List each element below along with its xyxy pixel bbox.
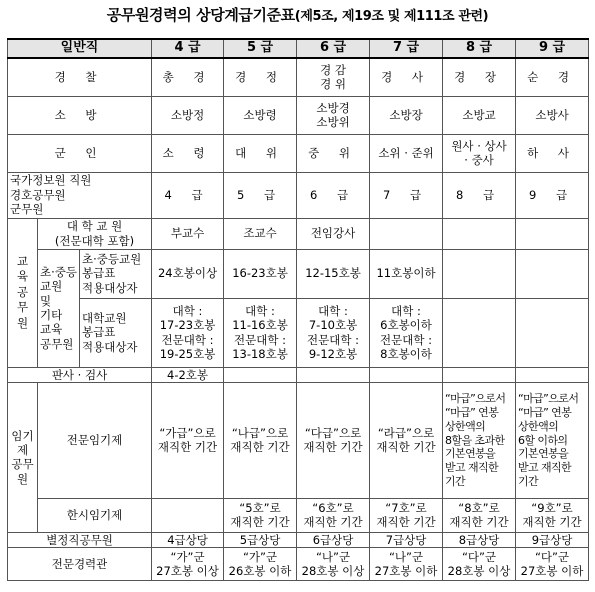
header-category: 일반직 bbox=[8, 39, 152, 58]
row-univ-teacher bbox=[8, 298, 589, 367]
cell: “라급”으로 재직한 기간 bbox=[370, 382, 443, 498]
cell: 대학 : 17-23호봉 전문대학 : 19-25호봉 bbox=[152, 298, 224, 367]
cell: 소위 · 준위 bbox=[370, 134, 443, 172]
cell bbox=[370, 218, 443, 249]
cell: “마급”으로서 “마급” 연봉 상한액의 6할 이하의 기본연봉을 받고 재직한 기간 bbox=[516, 382, 589, 498]
cell: “가”군 26호봉 이하 bbox=[224, 548, 297, 581]
cell: 대 위 bbox=[224, 134, 297, 172]
cell: “나급”으로 재직한 기간 bbox=[224, 382, 297, 498]
cell: 순 경 bbox=[516, 58, 589, 96]
row-label: 대 학 교 원 (전문대학 포함) bbox=[38, 218, 152, 249]
cell: “9호”로 재직한 기간 bbox=[516, 498, 589, 532]
group-label-school: 초·중등 교원 및 기타 교육 공무원 bbox=[38, 249, 80, 367]
cell bbox=[516, 298, 589, 367]
row-label: 초·중등교원 봉급표 적용대상자 bbox=[80, 249, 152, 298]
cell: 하 사 bbox=[516, 134, 589, 172]
cell: “5호”로 재직한 기간 bbox=[224, 498, 297, 532]
cell bbox=[224, 367, 297, 382]
cell: 9 급 bbox=[516, 172, 589, 218]
cell: 부교수 bbox=[152, 218, 224, 249]
cell: 8급상당 bbox=[443, 532, 516, 547]
row-fire bbox=[8, 96, 589, 134]
cell: “나”군 27호봉 이하 bbox=[370, 548, 443, 581]
cell: 7 급 bbox=[370, 172, 443, 218]
row-career bbox=[8, 548, 589, 581]
cell: 4 급 bbox=[152, 172, 224, 218]
cell: 소방장 bbox=[370, 96, 443, 134]
cell bbox=[152, 498, 224, 532]
cell: 대학 : 6호봉이하 전문대학 : 8호봉이하 bbox=[370, 298, 443, 367]
header-grade: 7 급 bbox=[370, 39, 443, 58]
cell: 소방정 bbox=[152, 96, 224, 134]
cell: 원사 · 상사 · 중사 bbox=[443, 134, 516, 172]
row-label: 별정직공무원 bbox=[8, 532, 152, 547]
cell: 소방교 bbox=[443, 96, 516, 134]
cell: “가”군 27호봉 이상 bbox=[152, 548, 224, 581]
row-label: 경 찰 bbox=[8, 58, 152, 96]
cell: “6호”로 재직한 기간 bbox=[297, 498, 370, 532]
row-label: 판사 · 검사 bbox=[8, 367, 152, 382]
row-special bbox=[8, 532, 589, 547]
cell: 소방사 bbox=[516, 96, 589, 134]
cell: “7호”로 재직한 기간 bbox=[370, 498, 443, 532]
row-school-teacher bbox=[8, 249, 589, 298]
row-label: 전문임기제 bbox=[38, 382, 152, 498]
grade-equivalence-table bbox=[7, 38, 589, 581]
row-nis bbox=[8, 172, 589, 218]
cell: “다급”으로 재직한 기간 bbox=[297, 382, 370, 498]
cell: 16-23호봉 bbox=[224, 249, 297, 298]
cell: 12-15호봉 bbox=[297, 249, 370, 298]
document-title bbox=[0, 0, 595, 30]
header-grade: 5 급 bbox=[224, 39, 297, 58]
group-label-education: 교 육 공 무 원 bbox=[8, 218, 38, 367]
cell: “다”군 28호봉 이상 bbox=[443, 548, 516, 581]
cell bbox=[297, 367, 370, 382]
cell: 24호봉이상 bbox=[152, 249, 224, 298]
cell: “다”군 27호봉 이하 bbox=[516, 548, 589, 581]
cell bbox=[443, 367, 516, 382]
row-label: 소 방 bbox=[8, 96, 152, 134]
cell bbox=[370, 367, 443, 382]
cell bbox=[443, 298, 516, 367]
cell bbox=[516, 249, 589, 298]
cell: 경 사 bbox=[370, 58, 443, 96]
row-police bbox=[8, 58, 589, 96]
header-grade: 8 급 bbox=[443, 39, 516, 58]
cell bbox=[443, 249, 516, 298]
row-professor bbox=[8, 218, 589, 249]
cell: 6 급 bbox=[297, 172, 370, 218]
cell bbox=[443, 218, 516, 249]
cell: 중 위 bbox=[297, 134, 370, 172]
header-row bbox=[8, 39, 589, 58]
cell bbox=[516, 367, 589, 382]
cell: 소방령 bbox=[224, 96, 297, 134]
title-main: 공무원경력의 상당계급기준표 bbox=[106, 6, 295, 24]
row-military bbox=[8, 134, 589, 172]
cell: 6급상당 bbox=[297, 532, 370, 547]
cell: 대학 : 7-10호봉 전문대학 : 9-12호봉 bbox=[297, 298, 370, 367]
cell: 7급상당 bbox=[370, 532, 443, 547]
cell: 대학 : 11-16호봉 전문대학 : 13-18호봉 bbox=[224, 298, 297, 367]
row-label: 국가정보원 직원 경호공무원 군무원 bbox=[8, 172, 152, 218]
header-grade: 6 급 bbox=[297, 39, 370, 58]
cell: 11호봉이하 bbox=[370, 249, 443, 298]
cell: 전임강사 bbox=[297, 218, 370, 249]
row-label: 한시임기제 bbox=[38, 498, 152, 532]
cell: “마급”으로서 “마급” 연봉 상한액의 8할을 초과한 기본연봉을 받고 재직한 기간 bbox=[443, 382, 516, 498]
cell: “가급”으로 재직한 기간 bbox=[152, 382, 224, 498]
row-label: 군 인 bbox=[8, 134, 152, 172]
cell: 소 령 bbox=[152, 134, 224, 172]
header-grade: 4 급 bbox=[152, 39, 224, 58]
cell: 5 급 bbox=[224, 172, 297, 218]
header-grade: 9 급 bbox=[516, 39, 589, 58]
cell: 4-2호봉 bbox=[152, 367, 224, 382]
row-expert-contract bbox=[8, 382, 589, 498]
cell: 9급상당 bbox=[516, 532, 589, 547]
cell: 경 정 bbox=[224, 58, 297, 96]
cell: 소방경 소방위 bbox=[297, 96, 370, 134]
cell: 조교수 bbox=[224, 218, 297, 249]
cell: 경 감 경 위 bbox=[297, 58, 370, 96]
row-label: 대학교원 봉급표 적용대상자 bbox=[80, 298, 152, 367]
row-label: 전문경력관 bbox=[8, 548, 152, 581]
row-judge bbox=[8, 367, 589, 382]
cell: “8호”로 재직한 기간 bbox=[443, 498, 516, 532]
cell: 5급상당 bbox=[224, 532, 297, 547]
title-sub: (제5조, 제19조 및 제111조 관련) bbox=[294, 9, 489, 24]
cell: 경 장 bbox=[443, 58, 516, 96]
cell: 총 경 bbox=[152, 58, 224, 96]
group-label-contract: 임기제 공무원 bbox=[8, 382, 38, 532]
cell: 8 급 bbox=[443, 172, 516, 218]
cell: 4급상당 bbox=[152, 532, 224, 547]
row-temp-contract bbox=[8, 498, 589, 532]
cell: “나”군 28호봉 이상 bbox=[297, 548, 370, 581]
cell bbox=[516, 218, 589, 249]
